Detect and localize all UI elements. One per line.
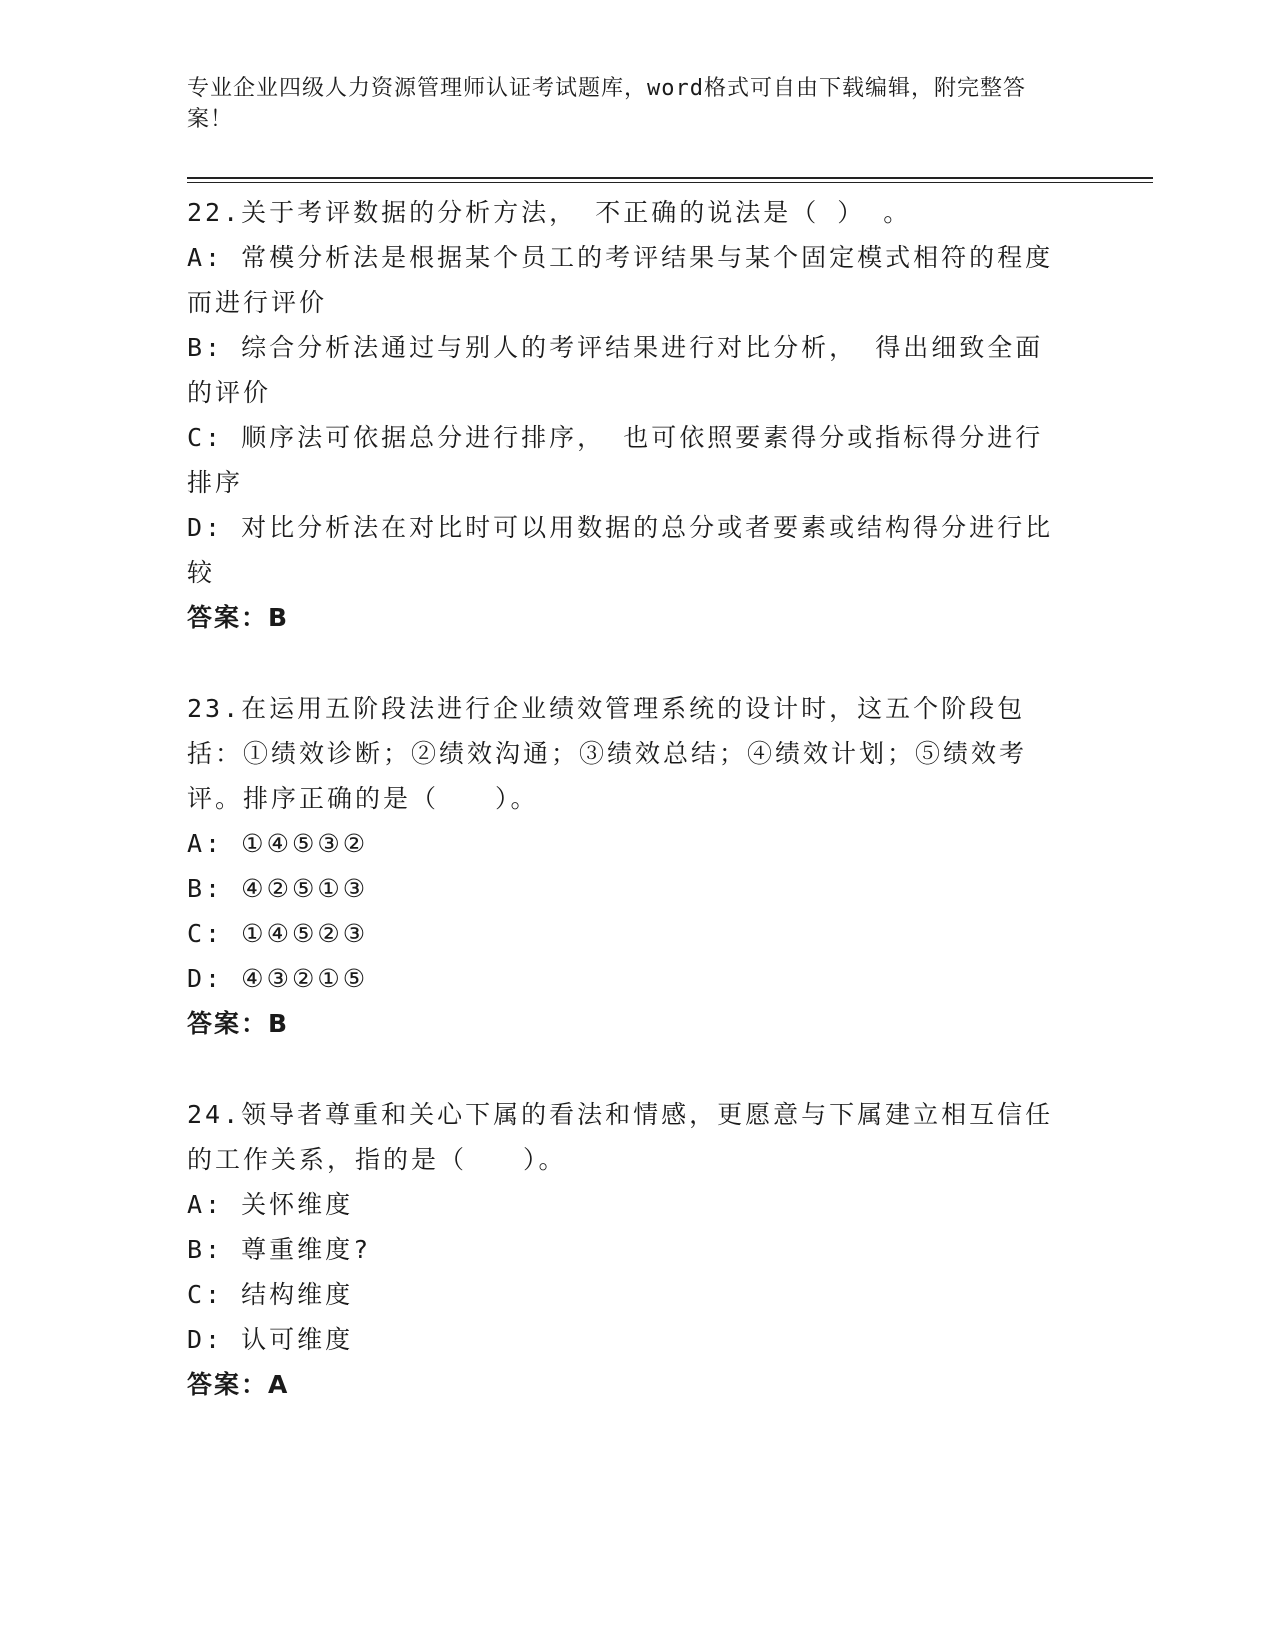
option-a: A: ①④⑤③② (187, 829, 369, 858)
option-c: C: 顺序法可依据总分进行排序， 也可依照要素得分或指标得分进行排序 (187, 423, 1044, 497)
question-22 (187, 190, 1067, 640)
option-d: D: 认可维度 (187, 1325, 354, 1354)
option-a: A: 关怀维度 (187, 1190, 354, 1219)
option-b: B: 尊重维度? (187, 1235, 372, 1264)
option-d: D: ④③②①⑤ (187, 964, 369, 993)
question-stem: 24.领导者尊重和关心下属的看法和情感，更愿意与下属建立相互信任的工作关系，指的是（ ）。 (187, 1100, 1054, 1174)
question-stem: 22.关于考评数据的分析方法， 不正确的说法是（ ） 。 (187, 198, 912, 227)
option-d: D: 对比分析法在对比时可以用数据的总分或者要素或结构得分进行比较 (187, 513, 1054, 587)
header-divider-thick (187, 177, 1153, 179)
header-divider-thin (187, 182, 1153, 183)
option-a: A: 常模分析法是根据某个员工的考评结果与某个固定模式相符的程度而进行评价 (187, 243, 1054, 317)
option-c: C: ①④⑤②③ (187, 919, 369, 948)
document-header: 专业企业四级人力资源管理师认证考试题库，word格式可自由下载编辑，附完整答案！ (187, 76, 1026, 132)
question-stem: 23.在运用五阶段法进行企业绩效管理系统的设计时，这五个阶段包括：①绩效诊断；②绩效沟通；③绩效总结；④绩效计划；⑤绩效考评。排序正确的是（ ）。 (187, 694, 1028, 813)
option-c: C: 结构维度 (187, 1280, 354, 1309)
question-23 (187, 686, 1067, 1046)
option-b: B: ④②⑤①③ (187, 874, 369, 903)
question-24 (187, 1092, 1067, 1407)
answer-label: 答案：A (187, 1370, 290, 1399)
question-list (187, 190, 1067, 1453)
answer-label: 答案：B (187, 603, 290, 632)
option-b: B: 综合分析法通过与别人的考评结果进行对比分析， 得出细致全面的评价 (187, 333, 1044, 407)
answer-label: 答案：B (187, 1009, 290, 1038)
